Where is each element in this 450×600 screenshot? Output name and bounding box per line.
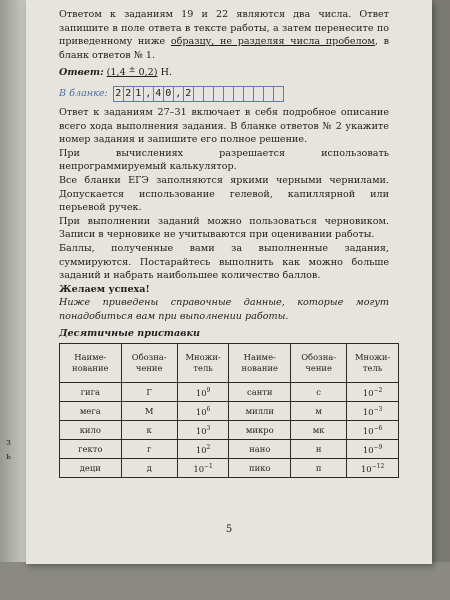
left-page-mark: ь [6, 452, 11, 462]
multiplier-exponent: −6 [373, 425, 383, 433]
table-row [60, 459, 399, 478]
table-header-cell: Наиме-нование [229, 344, 291, 383]
multiplier-exponent: −1 [204, 463, 213, 471]
table-cell: деци [60, 459, 122, 478]
multiplier-base: 10 [195, 387, 207, 398]
multiplier-exponent: −2 [373, 387, 383, 395]
table-header-cell: Множи-тель [347, 344, 399, 383]
table-header-cell: Обозна-чение [291, 344, 347, 383]
multiplier-base: 10 [360, 463, 372, 474]
table-cell: нано [229, 440, 291, 459]
blank-cell: 2 [183, 86, 194, 102]
book-page [26, 0, 432, 564]
blank-cell: 0 [163, 86, 174, 102]
paragraph-draft: При выполнении заданий можно пользоваться черновиком. Записи в черновике не учитываются при оценивании работы. [59, 215, 389, 241]
multiplier-base: 10 [362, 406, 374, 417]
table-cell [177, 421, 229, 440]
answer-close: 0,2) [138, 67, 158, 79]
table-surface [0, 562, 450, 600]
paragraph-good-luck: Желаем успеха! [59, 283, 150, 295]
paragraph-scoring: Баллы, полученные вами за выполненные задания, суммируются. Постарайтесь выполнить как можно больше заданий и набрать наибольшее количество баллов. [59, 242, 389, 282]
table-header-cell: Наиме-нование [60, 344, 122, 383]
table-cell: санти [229, 383, 291, 402]
table-cell [347, 421, 399, 440]
decimal-prefixes-table [59, 343, 399, 478]
paragraph-answer-format [59, 8, 389, 62]
answer-open: (1,4 [106, 67, 126, 79]
plus-minus-sign: ± [128, 65, 136, 75]
table-cell: микро [229, 421, 291, 440]
paragraph-detailed-answers: Ответ к заданиям 27–31 включает в себя подробное описание всего хода выполнения задания. В бланке ответов № 2 укажите номер задания и запишите его полное решение. [59, 106, 389, 146]
paragraph-reference-intro: Ниже приведены справочные данные, которые могут понадобиться вам при выполнении работы. [59, 297, 389, 322]
paragraph-calculator: При вычислениях разрешается использовать непрограммируемый калькулятор. [59, 147, 389, 173]
table-cell: гига [60, 383, 122, 402]
left-page-mark: з [6, 438, 11, 448]
multiplier-exponent: −12 [371, 463, 385, 471]
table-cell: н [291, 440, 347, 459]
table-cell: кило [60, 421, 122, 440]
underlined-text: образцу, не разделяя числа пробелом [170, 36, 375, 48]
table-cell: д [121, 459, 177, 478]
table-cell: мк [291, 421, 347, 440]
multiplier-base: 10 [362, 444, 374, 455]
page-content [59, 8, 389, 478]
table-cell [347, 459, 399, 478]
table-cell [177, 440, 229, 459]
blank-label: В бланке: [59, 88, 108, 100]
paragraph-ink: Все бланки ЕГЭ заполняются яркими черными чернилами. Допускается использование гелевой, капиллярной или перьевой ручек. [59, 174, 389, 214]
table-cell: милли [229, 402, 291, 421]
blank-cell: 4 [153, 86, 164, 102]
table-cell [347, 383, 399, 402]
blank-cell: 2 [123, 86, 134, 102]
table-cell: к [121, 421, 177, 440]
table-header-cell: Множи-тель [177, 344, 229, 383]
multiplier-exponent: 3 [206, 425, 211, 433]
text-span: , в бланк ответов № 1. [59, 36, 389, 61]
blank-cell: 1 [133, 86, 144, 102]
table-cell: г [121, 440, 177, 459]
table-cell: Г [121, 383, 177, 402]
table-row [60, 421, 399, 440]
answer-value [107, 67, 158, 78]
table-cell [347, 440, 399, 459]
multiplier-exponent: 9 [206, 387, 211, 395]
adjacent-page-edge [0, 0, 26, 600]
table-row [60, 440, 399, 459]
example-answer [59, 66, 389, 80]
table-cell: М [121, 402, 177, 421]
multiplier-base: 10 [195, 406, 207, 417]
answer-unit: Н. [160, 67, 173, 79]
multiplier-exponent: 6 [206, 406, 211, 414]
table-title: Десятичные приставки [59, 328, 200, 340]
table-cell [177, 402, 229, 421]
multiplier-base: 10 [362, 425, 374, 436]
multiplier-exponent: 2 [206, 444, 211, 452]
multiplier-base: 10 [195, 444, 207, 455]
table-header-row [60, 344, 399, 383]
table-cell: с [291, 383, 347, 402]
table-row [60, 402, 399, 421]
table-header-cell: Обозна-чение [121, 344, 177, 383]
multiplier-base: 10 [362, 387, 374, 398]
table-cell: пико [229, 459, 291, 478]
table-cell: мега [60, 402, 122, 421]
multiplier-base: 10 [195, 425, 207, 436]
multiplier-exponent: −3 [373, 406, 383, 414]
table-body [60, 383, 399, 478]
table-cell [177, 459, 229, 478]
blank-cell: , [173, 86, 184, 102]
text-span: Ответом к заданиям 19 и 22 являются два числа. Ответ запишите в поле ответа в тексте работы, а затем перенесите по приведенному ниже [59, 9, 389, 48]
blank-cell: 2 [113, 86, 124, 102]
table-cell: м [291, 402, 347, 421]
multiplier-exponent: −9 [373, 444, 383, 452]
table-cell: гекто [60, 440, 122, 459]
blank-cell: , [143, 86, 154, 102]
table-cell: п [291, 459, 347, 478]
blank-cells [114, 86, 284, 102]
answer-label: Ответ: [59, 67, 104, 79]
table-row [60, 383, 399, 402]
page-number: 5 [225, 524, 233, 535]
blank-cell [273, 86, 284, 102]
table-cell [177, 383, 229, 402]
table-cell [347, 402, 399, 421]
multiplier-base: 10 [193, 463, 205, 474]
answer-blank-example [59, 86, 389, 102]
